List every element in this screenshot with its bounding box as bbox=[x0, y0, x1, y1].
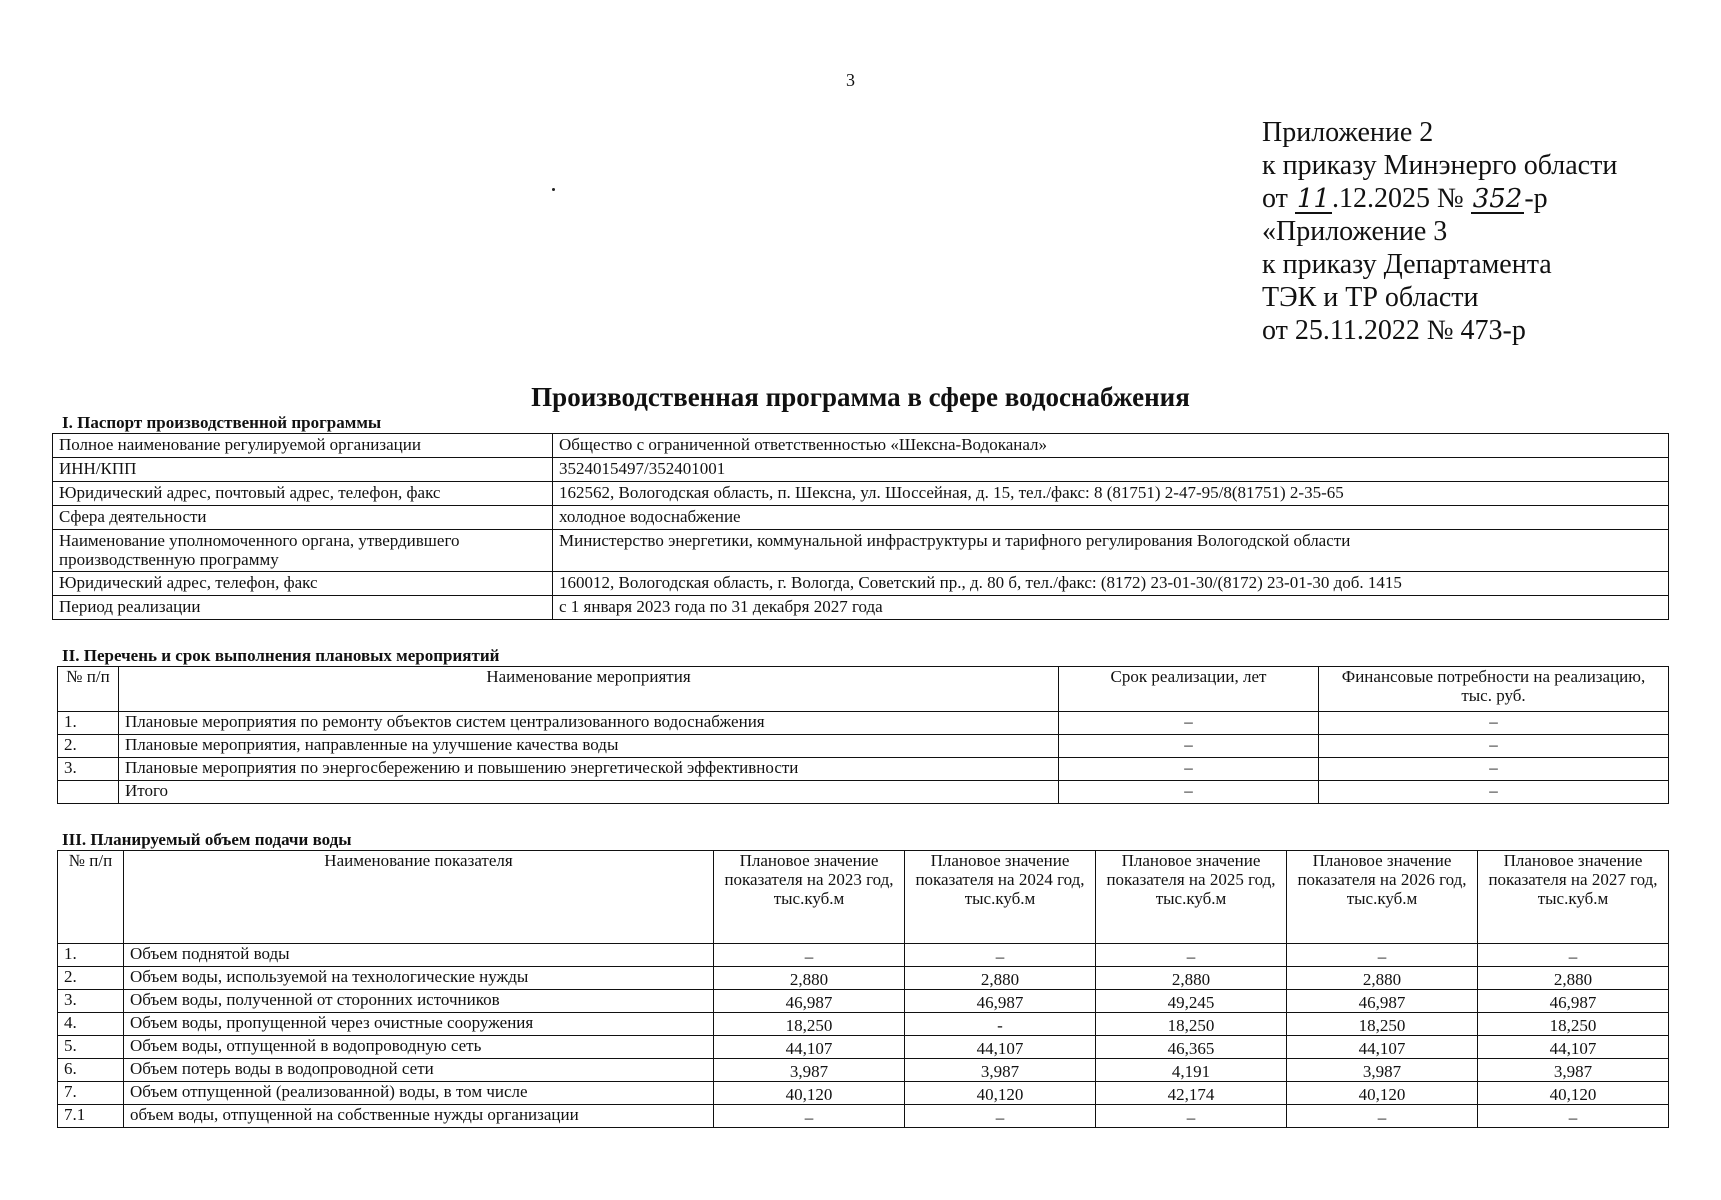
row-num: 5. bbox=[58, 1036, 124, 1059]
passport-label: Юридический адрес, почтовый адрес, телефон, факс bbox=[53, 482, 553, 506]
value-2024: 3,987 bbox=[905, 1059, 1096, 1082]
value-2025: – bbox=[1096, 1105, 1287, 1128]
value-2026: – bbox=[1287, 944, 1478, 967]
appendix-line: к приказу Департамента bbox=[1262, 249, 1552, 280]
value-2027: 44,107 bbox=[1478, 1036, 1669, 1059]
passport-value: холодное водоснабжение bbox=[553, 506, 1669, 530]
value-2027: 40,120 bbox=[1478, 1082, 1669, 1105]
table-row bbox=[53, 572, 1669, 596]
table-row bbox=[58, 1082, 1669, 1105]
section-1-heading: I. Паспорт производственной программы bbox=[62, 413, 382, 432]
table-row bbox=[53, 506, 1669, 530]
value-2024: 2,880 bbox=[905, 967, 1096, 990]
header-2025: Плановое значение показателя на 2025 год, тыс.куб.м bbox=[1096, 851, 1287, 944]
passport-value: с 1 января 2023 года по 31 декабря 2027 года bbox=[553, 596, 1669, 620]
value-2023: 3,987 bbox=[714, 1059, 905, 1082]
value-2024: 46,987 bbox=[905, 990, 1096, 1013]
table-row bbox=[58, 1059, 1669, 1082]
appendix-date-line bbox=[1262, 182, 1617, 215]
value-2023: 44,107 bbox=[714, 1036, 905, 1059]
row-num: 7. bbox=[58, 1082, 124, 1105]
header-name: Наименование показателя bbox=[124, 851, 714, 944]
row-num: 1. bbox=[58, 944, 124, 967]
value-2027: – bbox=[1478, 1105, 1669, 1128]
value-2024: – bbox=[905, 1105, 1096, 1128]
row-num: 2. bbox=[58, 967, 124, 990]
table-row bbox=[58, 1105, 1669, 1128]
passport-label: Сфера деятельности bbox=[53, 506, 553, 530]
passport-value: Общество с ограниченной ответственностью «Шексна-Водоканал» bbox=[553, 434, 1669, 458]
value-2026: – bbox=[1287, 1105, 1478, 1128]
passport-label: Юридический адрес, телефон, факс bbox=[53, 572, 553, 596]
value-2025: 18,250 bbox=[1096, 1013, 1287, 1036]
row-term: – bbox=[1059, 735, 1319, 758]
row-name: Объем потерь воды в водопроводной сети bbox=[124, 1059, 714, 1082]
value-2025: 46,365 bbox=[1096, 1036, 1287, 1059]
row-term: – bbox=[1059, 712, 1319, 735]
table-row bbox=[53, 458, 1669, 482]
value-2027: – bbox=[1478, 944, 1669, 967]
row-num bbox=[58, 781, 119, 804]
value-2026: 40,120 bbox=[1287, 1082, 1478, 1105]
row-name: Плановые мероприятия по энергосбережению и повышению энергетической эффективности bbox=[119, 758, 1059, 781]
handwritten-order-number: 352 bbox=[1472, 184, 1523, 214]
value-2023: – bbox=[714, 944, 905, 967]
page-number: 3 bbox=[846, 70, 855, 90]
handwritten-day: 11 bbox=[1296, 184, 1330, 214]
passport-value: 160012, Вологодская область, г. Вологда, Советский пр., д. 80 б, тел./факс: (8172) 23-01-30/(8172) 23-01-30 доб. 1415 bbox=[553, 572, 1669, 596]
header-2027: Плановое значение показателя на 2027 год, тыс.куб.м bbox=[1478, 851, 1669, 944]
row-name: Объем воды, пропущенной через очистные сооружения bbox=[124, 1013, 714, 1036]
date-rest: .12.2025 № bbox=[1331, 183, 1464, 214]
document-title: Производственная программа в сфере водоснабжения bbox=[531, 382, 1190, 412]
row-name: объем воды, отпущенной на собственные нужды организации bbox=[124, 1105, 714, 1128]
table-row bbox=[58, 1036, 1669, 1059]
value-2026: 2,880 bbox=[1287, 967, 1478, 990]
value-2023: – bbox=[714, 1105, 905, 1128]
row-num: 4. bbox=[58, 1013, 124, 1036]
row-name: Плановые мероприятия, направленные на улучшение качества воды bbox=[119, 735, 1059, 758]
row-name: Объем поднятой воды bbox=[124, 944, 714, 967]
appendix-line: «Приложение 3 bbox=[1262, 216, 1448, 247]
header-2023: Плановое значение показателя на 2023 год, тыс.куб.м bbox=[714, 851, 905, 944]
value-2024: 40,120 bbox=[905, 1082, 1096, 1105]
value-2024: – bbox=[905, 944, 1096, 967]
table-row bbox=[53, 482, 1669, 506]
value-2025: 2,880 bbox=[1096, 967, 1287, 990]
row-num: 1. bbox=[58, 712, 119, 735]
order-suffix: -р bbox=[1524, 183, 1548, 214]
appendix-line: от 25.11.2022 № 473-р bbox=[1262, 315, 1526, 346]
value-2027: 46,987 bbox=[1478, 990, 1669, 1013]
value-2023: 40,120 bbox=[714, 1082, 905, 1105]
table-row bbox=[58, 944, 1669, 967]
row-name: Объем воды, используемой на технологические нужды bbox=[124, 967, 714, 990]
value-2025: 42,174 bbox=[1096, 1082, 1287, 1105]
passport-value: 3524015497/352401001 bbox=[553, 458, 1669, 482]
row-finance: – bbox=[1319, 712, 1669, 735]
row-finance: – bbox=[1319, 735, 1669, 758]
value-2023: 2,880 bbox=[714, 967, 905, 990]
passport-label: ИНН/КПП bbox=[53, 458, 553, 482]
row-num: 2. bbox=[58, 735, 119, 758]
passport-label: Наименование уполномоченного органа, утвердившего производственную программу bbox=[53, 530, 553, 572]
appendix-block bbox=[1262, 116, 1617, 347]
row-name: Итого bbox=[119, 781, 1059, 804]
value-2026: 18,250 bbox=[1287, 1013, 1478, 1036]
header-2024: Плановое значение показателя на 2024 год, тыс.куб.м bbox=[905, 851, 1096, 944]
appendix-line: Приложение 2 bbox=[1262, 117, 1434, 148]
row-term: – bbox=[1059, 758, 1319, 781]
appendix-line: ТЭК и ТР области bbox=[1262, 282, 1479, 313]
value-2027: 18,250 bbox=[1478, 1013, 1669, 1036]
row-finance: – bbox=[1319, 781, 1669, 804]
table-row bbox=[58, 1013, 1669, 1036]
value-2023: 46,987 bbox=[714, 990, 905, 1013]
value-2026: 3,987 bbox=[1287, 1059, 1478, 1082]
table-header-row bbox=[58, 851, 1669, 944]
row-name: Объем воды, полученной от сторонних источников bbox=[124, 990, 714, 1013]
section-3-heading: III. Планируемый объем подачи воды bbox=[62, 830, 352, 849]
table-row bbox=[58, 967, 1669, 990]
value-2023: 18,250 bbox=[714, 1013, 905, 1036]
table-row bbox=[53, 530, 1669, 572]
row-term: – bbox=[1059, 781, 1319, 804]
header-term: Срок реализации, лет bbox=[1059, 667, 1319, 712]
water-volume-table bbox=[57, 850, 1669, 1128]
header-name: Наименование мероприятия bbox=[119, 667, 1059, 712]
row-num: 3. bbox=[58, 758, 119, 781]
value-2026: 44,107 bbox=[1287, 1036, 1478, 1059]
appendix-line: к приказу Минэнерго области bbox=[1262, 150, 1618, 181]
section-2-heading: II. Перечень и срок выполнения плановых мероприятий bbox=[62, 646, 500, 665]
value-2027: 3,987 bbox=[1478, 1059, 1669, 1082]
table-row bbox=[58, 990, 1669, 1013]
header-num: № п/п bbox=[58, 667, 119, 712]
passport-label: Полное наименование регулируемой организации bbox=[53, 434, 553, 458]
value-2024: - bbox=[905, 1013, 1096, 1036]
table-header-row bbox=[58, 667, 1669, 712]
header-finance: Финансовые потребности на реализацию, тыс. руб. bbox=[1319, 667, 1669, 712]
passport-label: Период реализации bbox=[53, 596, 553, 620]
table-row bbox=[53, 434, 1669, 458]
passport-table bbox=[52, 433, 1669, 620]
row-finance: – bbox=[1319, 758, 1669, 781]
row-name: Объем отпущенной (реализованной) воды, в том числе bbox=[124, 1082, 714, 1105]
stray-dot bbox=[552, 188, 555, 191]
table-row bbox=[58, 712, 1669, 735]
table-row bbox=[58, 758, 1669, 781]
value-2025: 4,191 bbox=[1096, 1059, 1287, 1082]
row-name: Плановые мероприятия по ремонту объектов систем централизованного водоснабжения bbox=[119, 712, 1059, 735]
row-num: 7.1 bbox=[58, 1105, 124, 1128]
table-row bbox=[58, 735, 1669, 758]
row-num: 3. bbox=[58, 990, 124, 1013]
value-2024: 44,107 bbox=[905, 1036, 1096, 1059]
value-2027: 2,880 bbox=[1478, 967, 1669, 990]
row-name: Объем воды, отпущенной в водопроводную сеть bbox=[124, 1036, 714, 1059]
value-2025: 49,245 bbox=[1096, 990, 1287, 1013]
passport-value: 162562, Вологодская область, п. Шексна, ул. Шоссейная, д. 15, тел./факс: 8 (81751) 2-47-95/8(81751) 2-35-65 bbox=[553, 482, 1669, 506]
date-prefix: от bbox=[1262, 183, 1288, 214]
row-num: 6. bbox=[58, 1059, 124, 1082]
header-num: № п/п bbox=[58, 851, 124, 944]
measures-table bbox=[57, 666, 1669, 804]
table-row bbox=[58, 781, 1669, 804]
value-2026: 46,987 bbox=[1287, 990, 1478, 1013]
passport-value: Министерство энергетики, коммунальной инфраструктуры и тарифного регулирования Вологодской области bbox=[553, 530, 1669, 572]
header-2026: Плановое значение показателя на 2026 год, тыс.куб.м bbox=[1287, 851, 1478, 944]
value-2025: – bbox=[1096, 944, 1287, 967]
table-row bbox=[53, 596, 1669, 620]
